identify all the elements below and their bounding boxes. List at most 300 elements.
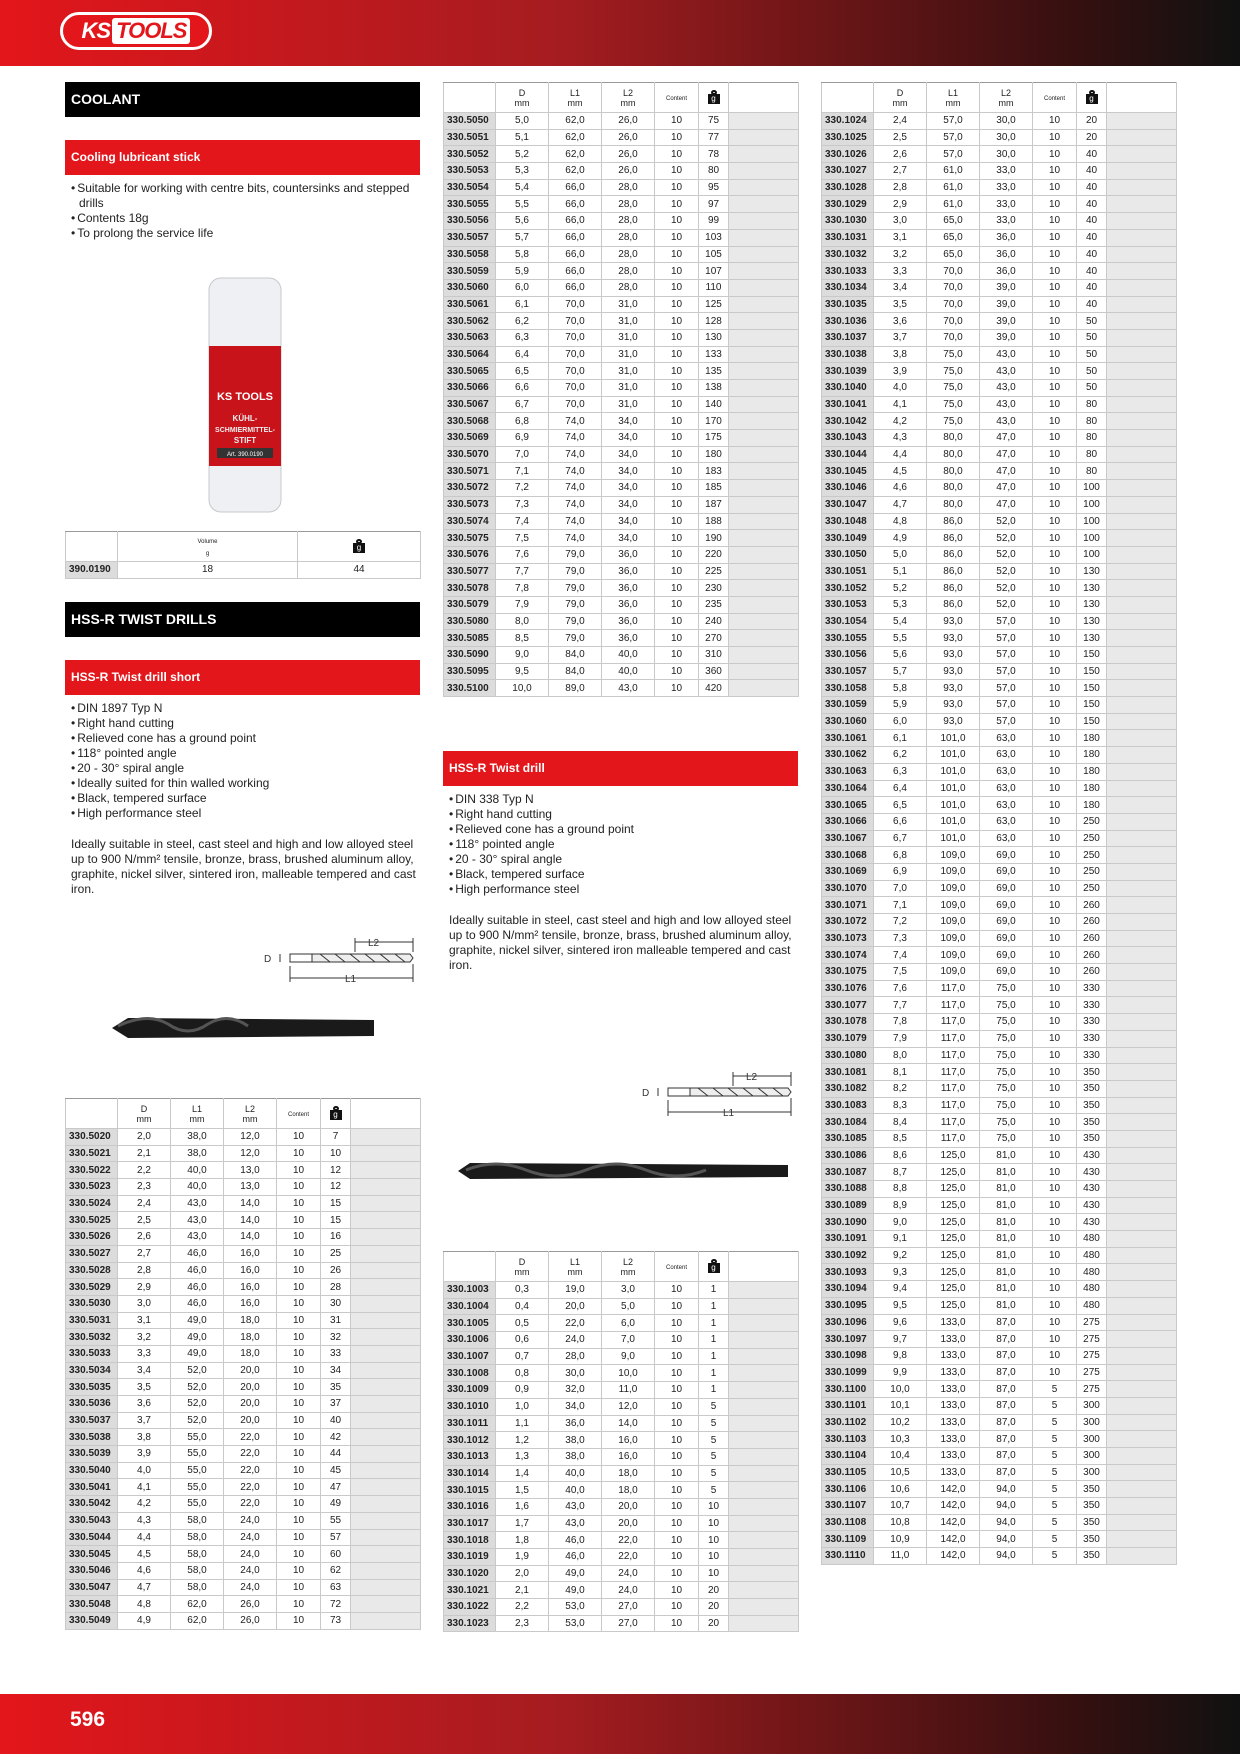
d-value: 3,9 (118, 1446, 171, 1463)
table-header-weight (298, 532, 421, 562)
table-row (822, 1097, 1177, 1114)
table-row (822, 1030, 1177, 1047)
weight-value: 150 (1077, 713, 1107, 730)
d-value: 9,9 (874, 1364, 927, 1381)
weight-value: 62 (321, 1562, 351, 1579)
l1-value: 70,0 (927, 329, 980, 346)
l2-value: 63,0 (980, 747, 1033, 764)
table-row (822, 513, 1177, 530)
d-value: 2,8 (874, 179, 927, 196)
d-value: 1,3 (496, 1448, 549, 1465)
table-row (444, 1382, 799, 1399)
l1-value: 89,0 (549, 680, 602, 697)
l1-value: 46,0 (171, 1245, 224, 1262)
l1-value: 70,0 (549, 363, 602, 380)
d-value: 9,2 (874, 1247, 927, 1264)
l1-value: 109,0 (927, 847, 980, 864)
article-number: 330.1012 (444, 1432, 496, 1449)
d-value: 3,5 (874, 296, 927, 313)
article-number: 330.1027 (822, 163, 874, 180)
weight-value: 260 (1077, 914, 1107, 931)
l2-value: 39,0 (980, 296, 1033, 313)
weight-value: 150 (1077, 663, 1107, 680)
l1-value: 65,0 (927, 229, 980, 246)
table-header-weight (321, 1099, 351, 1129)
content-value: 10 (655, 1365, 699, 1382)
article-number: 330.1015 (444, 1482, 496, 1499)
l1-value: 75,0 (927, 396, 980, 413)
l2-value: 26,0 (224, 1612, 277, 1629)
table-row (66, 1179, 421, 1196)
row-filler (1107, 1064, 1177, 1081)
table-header-fill (1107, 83, 1177, 113)
table-row (444, 1532, 799, 1549)
l2-value: 81,0 (980, 1164, 1033, 1181)
l2-label: L2 (746, 1072, 758, 1083)
row-filler (351, 1145, 421, 1162)
table-row (66, 1129, 421, 1146)
d-value: 5,8 (874, 680, 927, 697)
d-value: 10,2 (874, 1414, 927, 1431)
row-filler (351, 1529, 421, 1546)
weight-value: 150 (1077, 647, 1107, 664)
row-filler (1107, 1281, 1177, 1298)
content-value: 10 (655, 1498, 699, 1515)
table-row (822, 797, 1177, 814)
table-row (444, 1432, 799, 1449)
l2-value: 52,0 (980, 563, 1033, 580)
weight-value: 350 (1077, 1097, 1107, 1114)
content-value: 10 (1033, 430, 1077, 447)
l2-value: 5,0 (602, 1298, 655, 1315)
content-value: 10 (277, 1362, 321, 1379)
article-number: 330.5080 (444, 613, 496, 630)
content-value: 10 (655, 1282, 699, 1299)
drill-dimension-diagram (260, 930, 415, 986)
content-value: 10 (655, 1549, 699, 1566)
weight-icon (708, 90, 720, 104)
l2-value: 20,0 (224, 1362, 277, 1379)
l2-value: 14,0 (224, 1229, 277, 1246)
row-filler (1107, 663, 1177, 680)
weight-value: 10 (699, 1498, 729, 1515)
l2-value: 18,0 (224, 1329, 277, 1346)
l2-value: 87,0 (980, 1331, 1033, 1348)
l1-value: 65,0 (927, 246, 980, 263)
weight-value: 430 (1077, 1164, 1107, 1181)
article-number: 330.1068 (822, 847, 874, 864)
row-filler (729, 1332, 799, 1349)
content-value: 10 (277, 1279, 321, 1296)
l1-value: 93,0 (927, 630, 980, 647)
content-value: 10 (277, 1596, 321, 1613)
l1-value: 86,0 (927, 513, 980, 530)
d-value: 4,0 (118, 1462, 171, 1479)
weight-value: 250 (1077, 830, 1107, 847)
d-value: 9,5 (496, 663, 549, 680)
d-value: 8,3 (874, 1097, 927, 1114)
article-number: 330.1036 (822, 313, 874, 330)
row-filler (1107, 747, 1177, 764)
table-row (822, 1464, 1177, 1481)
content-value: 10 (1033, 313, 1077, 330)
weight-value: 430 (1077, 1147, 1107, 1164)
row-filler (1107, 213, 1177, 230)
row-filler (729, 413, 799, 430)
article-number: 330.1086 (822, 1147, 874, 1164)
weight-value: 32 (321, 1329, 351, 1346)
article-number: 330.1016 (444, 1498, 496, 1515)
row-filler (729, 1415, 799, 1432)
d-value: 10,0 (874, 1381, 927, 1398)
d-value: 2,4 (118, 1195, 171, 1212)
l1-value: 74,0 (549, 463, 602, 480)
table-row (822, 129, 1177, 146)
weight-value: 72 (321, 1596, 351, 1613)
l2-value: 81,0 (980, 1181, 1033, 1198)
d-value: 0,8 (496, 1365, 549, 1382)
l1-value: 125,0 (927, 1147, 980, 1164)
table-header-d: D mm (874, 83, 927, 113)
weight-value: 1 (699, 1332, 729, 1349)
table-header-content: Content (655, 83, 699, 113)
weight-value: 330 (1077, 1030, 1107, 1047)
article-number: 330.1011 (444, 1415, 496, 1432)
l2-value: 26,0 (602, 113, 655, 130)
article-number: 330.5062 (444, 313, 496, 330)
table-row (66, 1396, 421, 1413)
article-number: 330.5078 (444, 580, 496, 597)
l2-value: 75,0 (980, 1097, 1033, 1114)
l2-value: 20,0 (224, 1412, 277, 1429)
row-filler (729, 146, 799, 163)
weight-value: 107 (699, 263, 729, 280)
row-filler (1107, 680, 1177, 697)
table-header-weight (699, 1252, 729, 1282)
list-item: • High performance steel (71, 806, 420, 821)
d-value: 5,7 (496, 229, 549, 246)
l1-value: 86,0 (927, 596, 980, 613)
l1-value: 38,0 (549, 1448, 602, 1465)
l2-value: 52,0 (980, 596, 1033, 613)
d-value: 3,3 (118, 1345, 171, 1362)
row-filler (351, 1496, 421, 1513)
l2-value: 33,0 (980, 213, 1033, 230)
row-filler (1107, 647, 1177, 664)
twist-section (65, 602, 420, 897)
row-filler (729, 647, 799, 664)
l2-value: 39,0 (980, 279, 1033, 296)
article-number: 330.5020 (66, 1129, 118, 1146)
table-row (822, 964, 1177, 981)
weight-value: 250 (1077, 880, 1107, 897)
l1-value: 142,0 (927, 1514, 980, 1531)
article-number: 330.5027 (66, 1245, 118, 1262)
article-number: 330.5026 (66, 1229, 118, 1246)
d-value: 9,0 (496, 647, 549, 664)
row-filler (1107, 997, 1177, 1014)
weight-value: 103 (699, 229, 729, 246)
article-number: 330.1040 (822, 380, 874, 397)
weight-value: 150 (1077, 697, 1107, 714)
content-value: 10 (655, 1398, 699, 1415)
content-value: 10 (655, 1482, 699, 1499)
content-value: 10 (655, 563, 699, 580)
l2-value: 47,0 (980, 480, 1033, 497)
l2-value: 31,0 (602, 296, 655, 313)
row-filler (351, 1229, 421, 1246)
table-header-article (66, 532, 118, 562)
article-number: 330.5064 (444, 346, 496, 363)
row-filler (1107, 1097, 1177, 1114)
table-row (66, 1262, 421, 1279)
content-value: 10 (277, 1312, 321, 1329)
weight-value: 47 (321, 1479, 351, 1496)
article-number: 330.1065 (822, 797, 874, 814)
content-value: 5 (1033, 1464, 1077, 1481)
stick-label-line1: KÜHL- (232, 414, 258, 423)
d-value: 8,0 (496, 613, 549, 630)
l1-value: 40,0 (549, 1482, 602, 1499)
l1-value: 117,0 (927, 1097, 980, 1114)
article-number: 330.1041 (822, 396, 874, 413)
row-filler (729, 430, 799, 447)
l1-value: 93,0 (927, 680, 980, 697)
d-label: D (642, 1088, 650, 1099)
l1-value: 22,0 (549, 1315, 602, 1332)
l2-value: 36,0 (602, 613, 655, 630)
article-number: 330.1088 (822, 1181, 874, 1198)
table-row (822, 947, 1177, 964)
table-row (66, 1479, 421, 1496)
l2-value: 75,0 (980, 1114, 1033, 1131)
content-value: 10 (1033, 980, 1077, 997)
content-value: 10 (1033, 863, 1077, 880)
row-filler (1107, 1331, 1177, 1348)
content-value: 10 (1033, 1080, 1077, 1097)
l1-value: 109,0 (927, 880, 980, 897)
article-number: 330.1073 (822, 930, 874, 947)
d-value: 3,0 (118, 1295, 171, 1312)
article-number: 330.1107 (822, 1498, 874, 1515)
l2-value: 36,0 (980, 246, 1033, 263)
article-number: 330.1078 (822, 1014, 874, 1031)
weight-value: 180 (1077, 730, 1107, 747)
row-filler (1107, 630, 1177, 647)
row-filler (729, 1432, 799, 1449)
article-number: 330.1064 (822, 780, 874, 797)
content-value: 10 (1033, 1164, 1077, 1181)
article-number: 330.5048 (66, 1596, 118, 1613)
table-row (822, 747, 1177, 764)
table-row (444, 1498, 799, 1515)
table-row (444, 480, 799, 497)
table-row (66, 1546, 421, 1563)
d-value: 10,8 (874, 1514, 927, 1531)
weight-value: 300 (1077, 1448, 1107, 1465)
l2-value: 27,0 (602, 1599, 655, 1616)
weight-value: 187 (699, 496, 729, 513)
d-value: 2,6 (874, 146, 927, 163)
table-header-d: D mm (496, 1252, 549, 1282)
row-filler (729, 1298, 799, 1315)
row-filler (1107, 1381, 1177, 1398)
weight-value: 430 (1077, 1197, 1107, 1214)
d-value: 2,3 (496, 1615, 549, 1632)
l1-value: 57,0 (927, 146, 980, 163)
article-number: 330.1019 (444, 1549, 496, 1566)
content-value: 10 (1033, 1231, 1077, 1248)
table-row (444, 396, 799, 413)
l2-value: 36,0 (602, 546, 655, 563)
content-value: 10 (1033, 613, 1077, 630)
row-filler (729, 1365, 799, 1382)
d-value: 0,6 (496, 1332, 549, 1349)
content-value: 5 (1033, 1498, 1077, 1515)
table-row (822, 1297, 1177, 1314)
content-value: 10 (1033, 763, 1077, 780)
table-row (444, 630, 799, 647)
table-row (444, 346, 799, 363)
d-value: 5,2 (496, 146, 549, 163)
d-value: 4,5 (874, 463, 927, 480)
l1-value: 125,0 (927, 1164, 980, 1181)
table-row (822, 1347, 1177, 1364)
weight-value: 250 (1077, 847, 1107, 864)
weight-value: 480 (1077, 1247, 1107, 1264)
row-filler (1107, 847, 1177, 864)
content-value: 10 (655, 279, 699, 296)
stick-label-line3: STIFT (233, 436, 257, 445)
weight-value: 44 (298, 562, 421, 579)
l1-value: 62,0 (549, 129, 602, 146)
row-filler (351, 1462, 421, 1479)
l2-value: 31,0 (602, 346, 655, 363)
weight-value: 1 (699, 1282, 729, 1299)
table-row (444, 580, 799, 597)
row-filler (1107, 396, 1177, 413)
content-value: 10 (1033, 697, 1077, 714)
article-number: 330.1007 (444, 1348, 496, 1365)
column-left (65, 82, 420, 241)
d-value: 3,6 (874, 313, 927, 330)
content-value: 10 (1033, 146, 1077, 163)
table-row (822, 647, 1177, 664)
table-header-d: D mm (118, 1099, 171, 1129)
table-row (822, 446, 1177, 463)
article-number: 330.1066 (822, 813, 874, 830)
content-value: 10 (277, 1562, 321, 1579)
article-number: 330.1034 (822, 279, 874, 296)
weight-value: 225 (699, 563, 729, 580)
l1-value: 74,0 (549, 496, 602, 513)
row-filler (1107, 1231, 1177, 1248)
weight-value: 185 (699, 480, 729, 497)
weight-value: 26 (321, 1262, 351, 1279)
l2-value: 7,0 (602, 1332, 655, 1349)
row-filler (351, 1279, 421, 1296)
d-value: 6,3 (874, 763, 927, 780)
table-row (822, 1214, 1177, 1231)
article-number: 330.5066 (444, 380, 496, 397)
l2-value: 52,0 (980, 530, 1033, 547)
l1-value: 117,0 (927, 1047, 980, 1064)
d-value: 3,5 (118, 1379, 171, 1396)
twist-section-title: HSS-R TWIST DRILLS (65, 602, 420, 637)
table-row (822, 613, 1177, 630)
content-value: 5 (1033, 1531, 1077, 1548)
l2-value: 81,0 (980, 1247, 1033, 1264)
content-value: 10 (655, 163, 699, 180)
row-filler (1107, 1498, 1177, 1515)
l1-value: 80,0 (927, 496, 980, 513)
d-value: 3,4 (874, 279, 927, 296)
content-value: 10 (1033, 730, 1077, 747)
l1-label: L1 (345, 974, 357, 985)
row-filler (1107, 446, 1177, 463)
l2-value: 57,0 (980, 680, 1033, 697)
row-filler (351, 1179, 421, 1196)
weight-value: 12 (321, 1162, 351, 1179)
l2-value: 87,0 (980, 1347, 1033, 1364)
l2-value: 47,0 (980, 446, 1033, 463)
l1-value: 66,0 (549, 229, 602, 246)
d-value: 4,6 (118, 1562, 171, 1579)
content-value: 10 (655, 496, 699, 513)
d-value: 6,6 (496, 380, 549, 397)
row-filler (729, 279, 799, 296)
l2-value: 52,0 (980, 513, 1033, 530)
article-number: 330.1026 (822, 146, 874, 163)
content-value: 5 (1033, 1548, 1077, 1565)
content-value: 10 (277, 1245, 321, 1262)
row-filler (1107, 313, 1177, 330)
table-row (444, 1482, 799, 1499)
row-filler (729, 463, 799, 480)
article-number: 330.5038 (66, 1429, 118, 1446)
content-value: 10 (277, 1612, 321, 1629)
d-value: 5,0 (496, 113, 549, 130)
table-row (444, 663, 799, 680)
l1-value: 20,0 (549, 1298, 602, 1315)
table-row (822, 1448, 1177, 1465)
row-filler (1107, 863, 1177, 880)
article-number: 330.5023 (66, 1179, 118, 1196)
table-row (444, 163, 799, 180)
row-filler (729, 196, 799, 213)
row-filler (729, 1382, 799, 1399)
d-value: 3,9 (874, 363, 927, 380)
content-value: 10 (655, 430, 699, 447)
content-value: 10 (1033, 1214, 1077, 1231)
l2-value: 16,0 (224, 1295, 277, 1312)
row-filler (351, 1562, 421, 1579)
drill-dimension-diagram (638, 1064, 793, 1120)
article-number: 330.5100 (444, 680, 496, 697)
content-value: 10 (655, 246, 699, 263)
list-item: • Relieved cone has a ground point (71, 731, 420, 746)
table-row (66, 1446, 421, 1463)
article-number: 330.5033 (66, 1345, 118, 1362)
l2-value: 34,0 (602, 463, 655, 480)
l1-value: 93,0 (927, 647, 980, 664)
d-value: 2,4 (874, 113, 927, 130)
weight-value: 95 (699, 179, 729, 196)
table-row (444, 1332, 799, 1349)
article-number: 330.1074 (822, 947, 874, 964)
l2-value: 34,0 (602, 480, 655, 497)
d-value: 6,1 (496, 296, 549, 313)
